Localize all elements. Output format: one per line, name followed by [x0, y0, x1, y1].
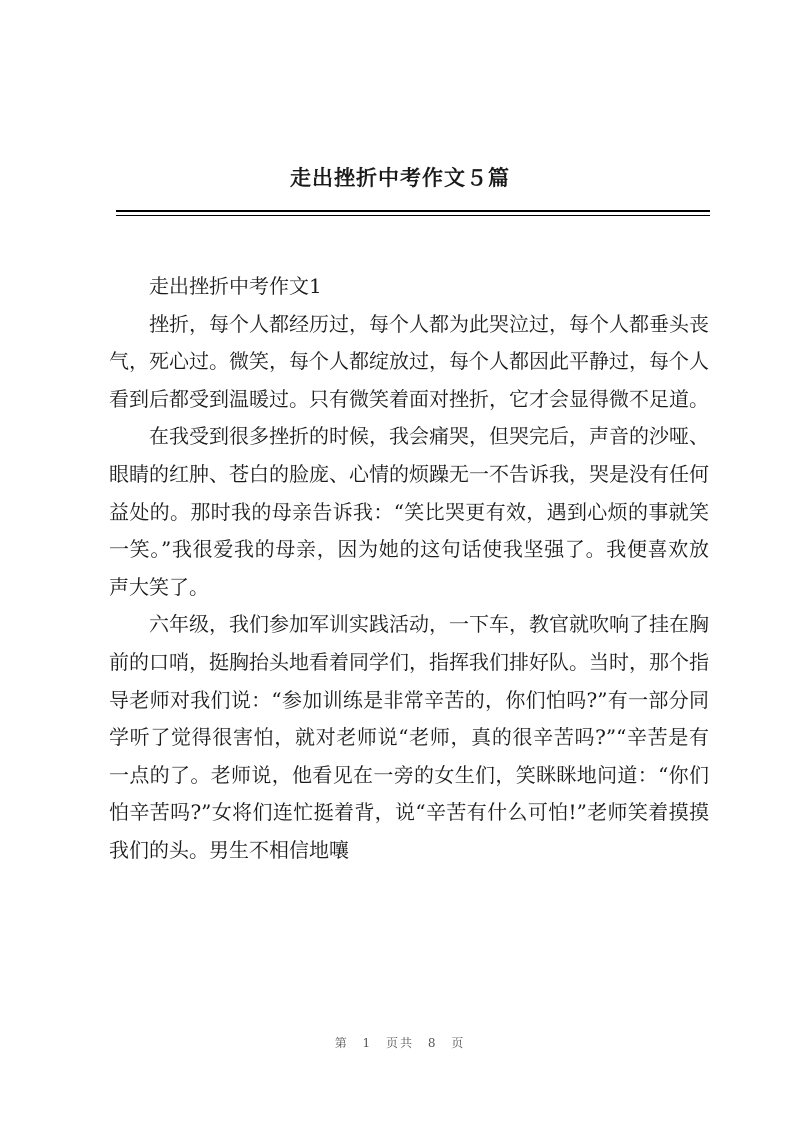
paragraph-3: 六年级，我们参加军训实践活动，一下车，教官就吹响了挂在胸前的口哨，挺胸抬头地看着同学们，指挥我们排好队。当时，那个指导老师对我们说：“参加训练是非常辛苦的，你们怕吗?”有一部分同学听了觉得很害怕，就对老师说“老师，真的很辛苦吗?”“辛苦是有一点的了。老师说，他看见在一旁的女生们，笑眯眯地问道：“你们怕辛苦吗?”女将们连忙挺着背，说“辛苦有什么可怕!”老师笑着摸摸我们的头。男生不相信地嚷 [109, 612, 709, 862]
section-heading: 走出挫折中考作文1 [149, 274, 322, 298]
document-title: 走出挫折中考作文５篇 [290, 165, 510, 190]
page-footer: 第 1 页共 8 页 [334, 1036, 466, 1050]
title-divider-thick [116, 210, 710, 212]
paragraph-2: 在我受到很多挫折的时候，我会痛哭，但哭完后，声音的沙哑、眼睛的红肿、苍白的脸庞、心情的烦躁无一不告诉我，哭是没有任何益处的。那时我的母亲告诉我：“笑比哭更有效，遇到心烦的事就笑一笑。”我很爱我的母亲，因为她的这句话使我坚强了。我便喜欢放声大笑了。 [109, 424, 709, 599]
document-body [109, 268, 709, 870]
paragraph-1: 挫折，每个人都经历过，每个人都为此哭泣过，每个人都垂头丧气，死心过。微笑，每个人都绽放过，每个人都因此平静过，每个人看到后都受到温暖过。只有微笑着面对挫折，它才会显得微不足道。 [109, 311, 709, 411]
title-divider-thin [116, 215, 710, 216]
